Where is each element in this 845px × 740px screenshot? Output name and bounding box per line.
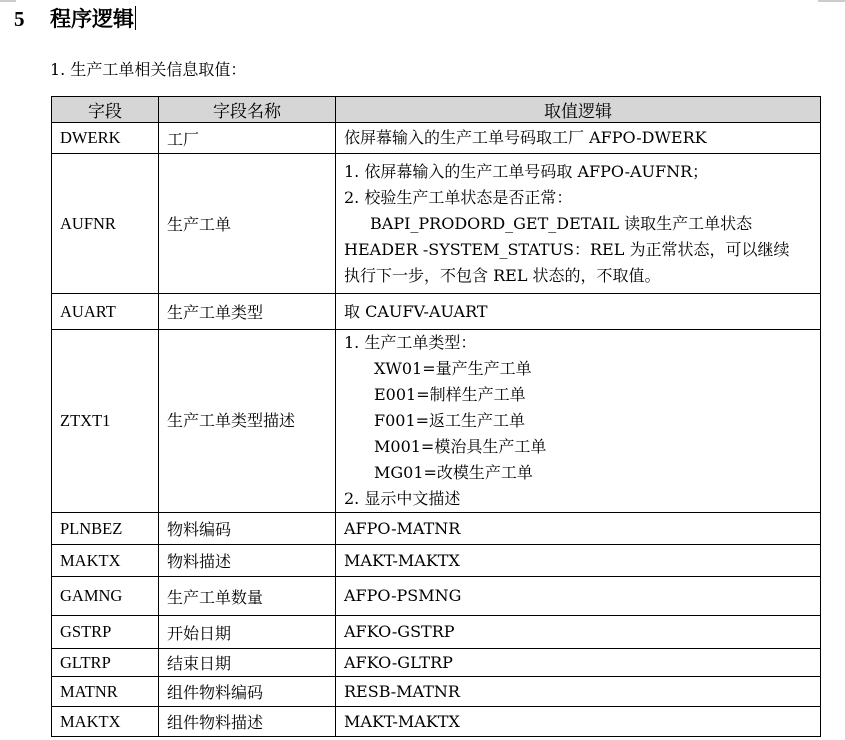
field-code: AUFNR xyxy=(52,154,159,294)
logic-line: 依屏幕输入的生产工单号码取工厂 AFPO-DWERK xyxy=(344,128,707,147)
field-code: GSTRP xyxy=(52,616,159,649)
field-name: 生产工单数量 xyxy=(159,577,336,616)
logic-line: MAKT-MAKTX xyxy=(344,550,460,570)
text-cursor xyxy=(135,6,136,30)
field-logic-table xyxy=(51,96,821,737)
logic-line: 1. 生产工单类型： xyxy=(344,333,477,352)
logic-line: 1. 依屏幕输入的生产工单号码取 AFPO-AUFNR； xyxy=(344,161,709,181)
header-field-name: 字段名称 xyxy=(159,97,336,123)
table-row xyxy=(52,616,821,649)
heading-title: 程序逻辑 xyxy=(50,6,134,31)
logic-line: AFPO-MATNR xyxy=(344,518,461,538)
logic-line: HEADER -SYSTEM_STATUS：REL 为正常状态，可以继续 xyxy=(344,239,790,259)
field-logic xyxy=(336,616,821,649)
field-code: ZTXT1 xyxy=(52,330,159,513)
logic-line: MAKT-MAKTX xyxy=(344,711,460,731)
field-code: PLNBEZ xyxy=(52,513,159,545)
table-row xyxy=(52,577,821,616)
section-heading xyxy=(14,4,136,34)
field-name: 组件物料描述 xyxy=(159,707,336,737)
table-row xyxy=(52,545,821,577)
heading-number: 5 xyxy=(14,7,25,31)
field-name: 生产工单类型描述 xyxy=(159,330,336,513)
table-row xyxy=(52,294,821,330)
field-logic xyxy=(336,677,821,707)
field-code: MAKTX xyxy=(52,545,159,577)
field-name: 物料编码 xyxy=(159,513,336,545)
field-logic xyxy=(336,707,821,737)
field-logic xyxy=(336,545,821,577)
table-row xyxy=(52,513,821,545)
field-code: MAKTX xyxy=(52,707,159,737)
table-row xyxy=(52,154,821,294)
table-header-row xyxy=(52,97,821,123)
field-name: 生产工单类型 xyxy=(159,294,336,330)
field-logic xyxy=(336,330,821,513)
logic-line: BAPI_PRODORD_GET_DETAIL 读取生产工单状态 xyxy=(370,213,753,233)
table-row xyxy=(52,707,821,737)
logic-line: 取 CAUFV-AUART xyxy=(344,301,488,321)
field-code: DWERK xyxy=(52,123,159,154)
logic-line: E001=制样生产工单 xyxy=(374,385,526,404)
field-logic xyxy=(336,123,821,154)
right-margin-crop-mark xyxy=(818,0,845,4)
logic-line: 2. 校验生产工单状态是否正常： xyxy=(344,187,573,207)
field-code: GLTRP xyxy=(52,649,159,677)
field-logic xyxy=(336,294,821,330)
subsection-title: 1. 生产工单相关信息取值： xyxy=(50,60,247,79)
logic-line: XW01=量产生产工单 xyxy=(374,359,532,378)
field-name: 物料描述 xyxy=(159,545,336,577)
field-code: GAMNG xyxy=(52,577,159,616)
field-code: AUART xyxy=(52,294,159,330)
logic-line: AFKO-GSTRP xyxy=(344,622,455,641)
header-field: 字段 xyxy=(52,97,159,123)
field-name: 生产工单 xyxy=(159,154,336,294)
field-logic xyxy=(336,577,821,616)
header-logic: 取值逻辑 xyxy=(336,97,821,123)
field-logic xyxy=(336,513,821,545)
field-name: 开始日期 xyxy=(159,616,336,649)
logic-line: 2. 显示中文描述 xyxy=(344,489,461,508)
table-row xyxy=(52,330,821,513)
logic-line: MG01=改模生产工单 xyxy=(374,463,533,482)
logic-line: AFKO-GLTRP xyxy=(344,652,453,672)
logic-line: 执行下一步，不包含 REL 状态的，不取值。 xyxy=(344,265,661,285)
logic-line: F001=返工生产工单 xyxy=(374,411,526,430)
field-name: 结束日期 xyxy=(159,649,336,677)
table-row xyxy=(52,123,821,154)
field-logic xyxy=(336,154,821,294)
logic-line: RESB-MATNR xyxy=(344,681,460,701)
field-logic xyxy=(336,649,821,677)
table-row xyxy=(52,649,821,677)
table-row xyxy=(52,677,821,707)
field-code: MATNR xyxy=(52,677,159,707)
field-name: 组件物料编码 xyxy=(159,677,336,707)
field-name: 工厂 xyxy=(159,123,336,154)
logic-line: AFPO-PSMNG xyxy=(344,586,462,605)
logic-line: M001=模治具生产工单 xyxy=(374,437,547,456)
